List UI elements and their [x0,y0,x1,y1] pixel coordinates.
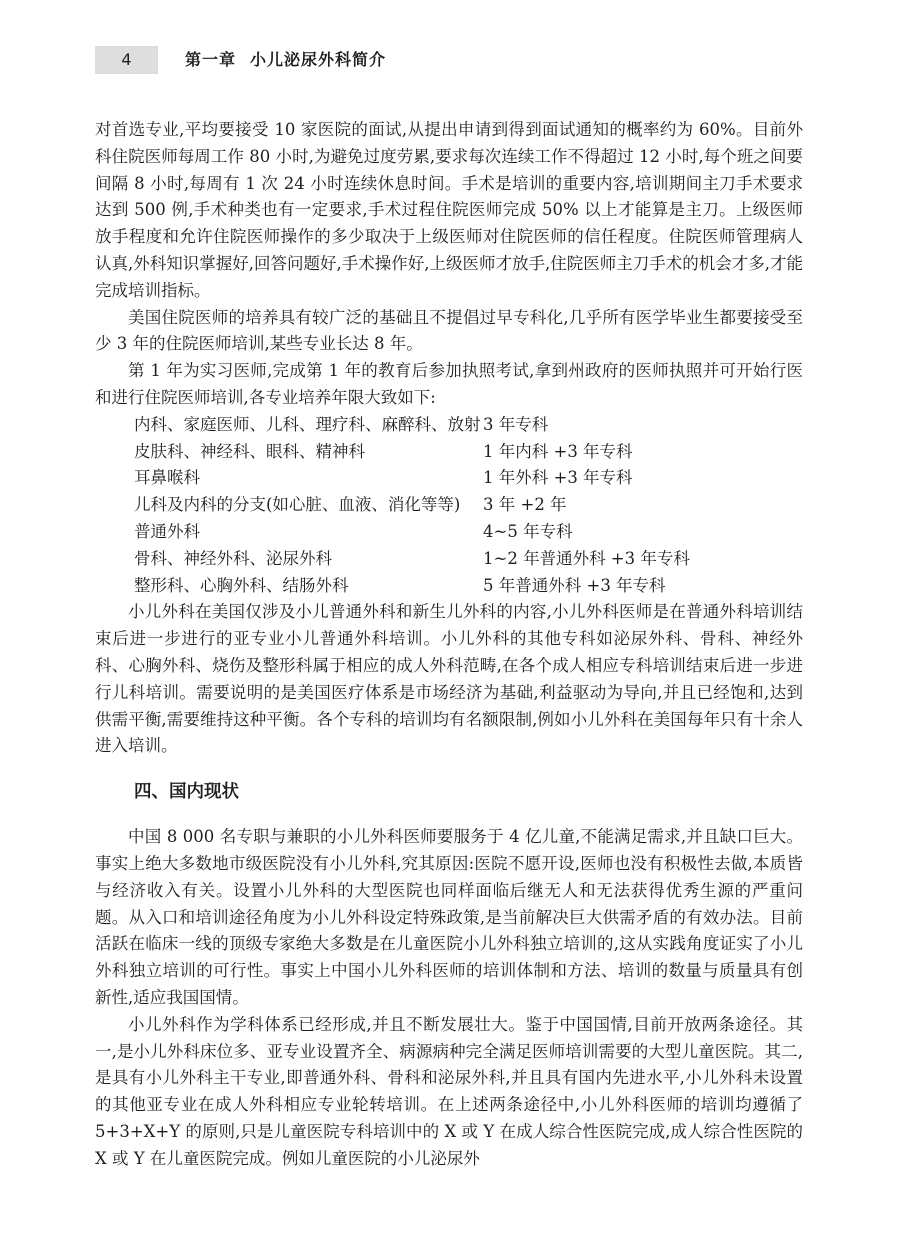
specialty: 皮肤科、神经科、眼科、精神科 [134,441,365,461]
specialty: 内科、家庭医师、儿科、理疗科、麻醉科、放射 [134,414,481,434]
chapter-title: 小儿泌尿外科简介 [250,50,387,69]
list-item [95,492,803,519]
running-header [95,46,795,76]
training-years: 1~2 年普通外科 +3 年专科 [483,548,690,568]
specialty: 耳鼻喉科 [134,468,200,488]
specialty: 整形科、心胸外科、结肠外科 [134,575,349,595]
paragraph: 小儿外科作为学科体系已经形成,并且不断发展壮大。鉴于中国国情,目前开放两条途径。其一,是小儿外科床位多、亚专业设置齐全、病源病种完全满足医师培训需要的大型儿童医院。其二,是具有小儿外科主干专业,即普通外科、骨科和泌尿外科,并且具有国内先进水平,小儿外科未设置的其他亚专业在成人外科相应专业轮转培训。在上述两条途径中,小儿外科医师的培训均遵循了 5+3+X+Y 的原则,只是儿童医院专科培训中的 X 或 Y 在成人综合性医院完成,成人综合性医院的 X 或 Y 在儿童医院完成。例如儿童医院的小儿泌尿外 [95,1014,803,1168]
list-item [95,519,803,546]
specialty: 儿科及内科的分支(如心脏、血液、消化等等) [134,495,461,515]
page-number: 4 [95,46,158,74]
training-years: 5 年普通外科 +3 年专科 [483,575,666,595]
paragraph: 美国住院医师的培养具有较广泛的基础且不提倡过早专科化,几乎所有医学毕业生都要接受至少 3 年的住院医师培训,某些专业长达 8 年。 [95,307,803,354]
training-years: 4~5 年专科 [483,521,573,541]
chapter-heading [185,46,386,74]
training-years: 1 年内科 +3 年专科 [483,441,633,461]
chapter-number: 第一章 [185,50,237,69]
training-years-list [95,412,803,600]
training-years: 1 年外科 +3 年专科 [483,468,633,488]
section-heading: 四、国内现状 [134,782,239,803]
paragraph-continued: 对首选专业,平均要接受 10 家医院的面试,从提出申请到得到面试通知的概率约为 60%。目前外科住院医师每周工作 80 小时,为避免过度劳累,要求每次连续工作不得超过 12 小时,每个班之间要间隔 8 小时,每周有 1 次 24 小时连续休息时间。手术是培训的重要内容,培训期间主刀手术要求达到 500 例,手术种类也有一定要求,手术过程住院医师完成 50% 以上才能算是主刀。上级医师放手程度和允许住院医师操作的多少取决于上级医师对住院医师的信任程度。住院医师管理病人认真,外科知识掌握好,回答问题好,手术操作好,上级医师才放手,住院医师主刀手术的机会才多,才能完成培训指标。 [95,120,803,300]
list-item [95,573,803,600]
paragraph: 小儿外科在美国仅涉及小儿普通外科和新生儿外科的内容,小儿外科医师是在普通外科培训结束后进一步进行的亚专业小儿普通外科培训。小儿外科的其他专科如泌尿外科、骨科、神经外科、心胸外科、烧伤及整形科属于相应的成人外科范畴,在各个成人相应专科培训结束后进一步进行儿科培训。需要说明的是美国医疗体系是市场经济为基础,利益驱动为导向,并且已经饱和,达到供需平衡,需要维持这种平衡。各个专科的培训均有名额限制,例如小儿外科在美国每年只有十余人进入培训。 [95,602,803,756]
training-years: 3 年 +2 年 [483,495,567,515]
paragraph: 第 1 年为实习医师,完成第 1 年的教育后参加执照考试,拿到州政府的医师执照并可开始行医和进行住院医师培训,各专业培养年限大致如下: [95,361,803,407]
specialty: 普通外科 [134,521,200,541]
paragraph: 中国 8 000 名专职与兼职的小儿外科医师要服务于 4 亿儿童,不能满足需求,并且缺口巨大。事实上绝大多数地市级医院没有小儿外科,究其原因:医院不愿开设,医师也没有积极性去做,本质皆与经济收入有关。设置小儿外科的大型医院也同样面临后继无人和无法获得优秀生源的严重问题。从入口和培训途径角度为小儿外科设定特殊政策,是当前解决巨大供需矛盾的有效办法。目前活跃在临床一线的顶级专家绝大多数是在儿童医院小儿外科独立培训的,这从实践角度证实了小儿外科独立培训的可行性。事实上中国小儿外科医师的培训体制和方法、培训的数量与质量具有创新性,适应我国国情。 [95,827,803,1007]
list-item [95,412,803,439]
specialty: 骨科、神经外科、泌尿外科 [134,548,332,568]
list-item [95,439,803,466]
list-item [95,546,803,573]
list-item [95,465,803,492]
training-years: 3 年专科 [483,414,549,434]
page-body [95,117,803,1172]
